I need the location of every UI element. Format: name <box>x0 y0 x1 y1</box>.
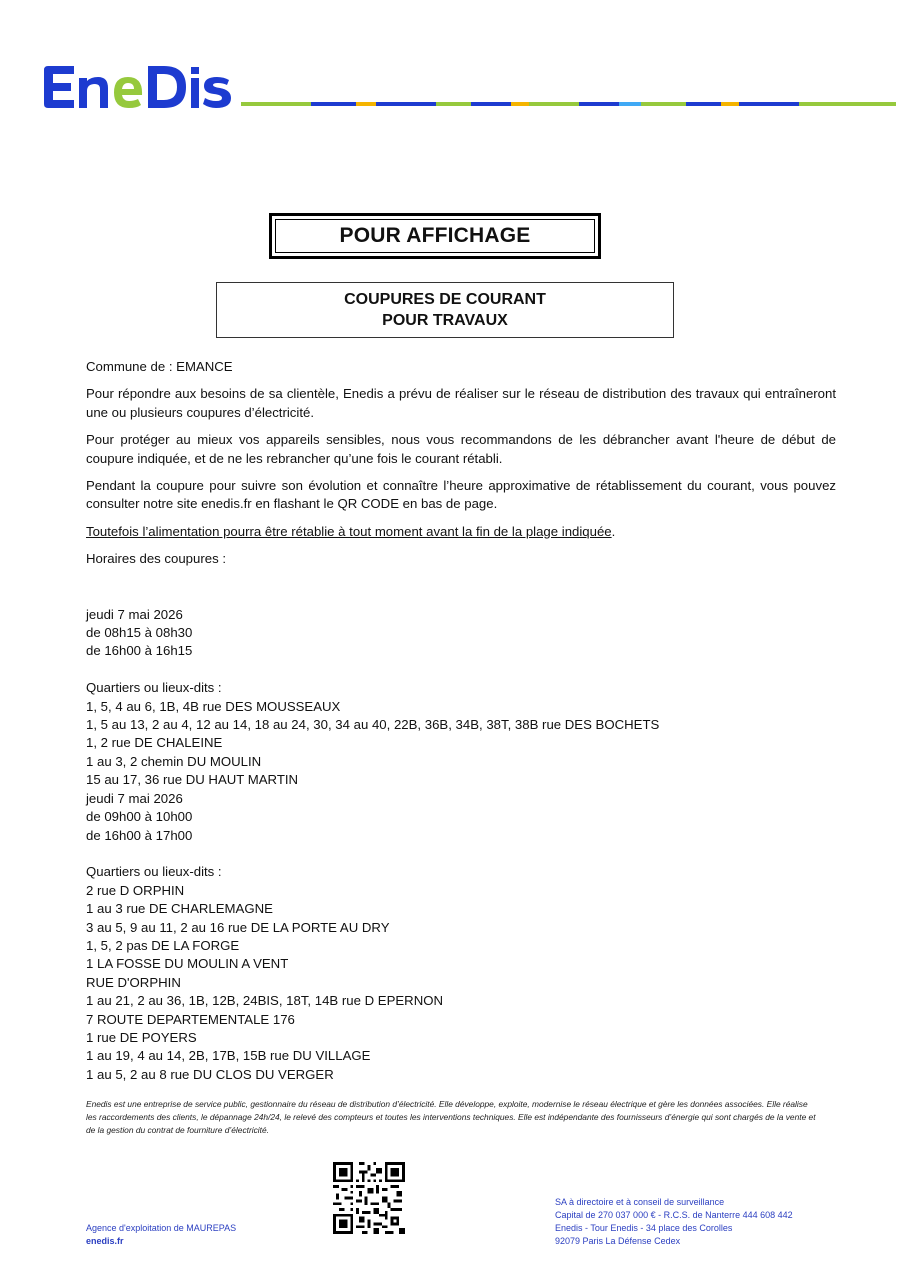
outage-date: jeudi 7 mai 2026 <box>86 790 183 806</box>
area-item: 1 au 19, 4 au 14, 2B, 17B, 15B rue DU VILLAGE <box>86 1048 371 1064</box>
area-item: 2 rue D ORPHIN <box>86 882 185 898</box>
area-item: 1, 2 rue DE CHALEINE <box>86 735 223 751</box>
paragraph-advice: Pour protéger au mieux vos appareils sensibles, nous vous recommandons de les débrancher avant l'heure de début de coupure indiquée, et de ne les rebrancher qu’une fois le courant rétabli. <box>86 432 836 466</box>
area-item: 1 au 3, 2 chemin DU MOULIN <box>86 753 262 769</box>
website-link[interactable]: enedis.fr <box>86 1236 124 1246</box>
paragraph-tracking: Pendant la coupure pour suivre son évolution et connaître l’heure approximative de rétablissement du courant, vous pouvez consulter notre site enedis.fr en flashant le QR CODE en bas de page. <box>86 478 836 512</box>
agency-info <box>86 1222 236 1248</box>
commune: Commune de : EMANCE <box>86 359 233 374</box>
company-line: 92079 Paris La Défense Cedex <box>555 1236 681 1246</box>
company-line: Enedis - Tour Enedis - 34 place des Corolles <box>555 1223 733 1233</box>
outage-date: jeudi 7 mai 2026 <box>86 606 183 622</box>
area-item: 3 au 5, 9 au 11, 2 au 16 rue DE LA PORTE AU DRY <box>86 919 390 935</box>
company-line: Capital de 270 037 000 € - R.C.S. de Nanterre 444 608 442 <box>555 1210 793 1220</box>
restoration-notice <box>86 523 836 541</box>
company-line: SA à directoire et à conseil de surveillance <box>555 1197 725 1207</box>
area-item: 1 au 5, 2 au 8 rue DU CLOS DU VERGER <box>86 1066 334 1082</box>
area-item: 1 au 21, 2 au 36, 1B, 12B, 24BIS, 18T, 14B rue D EPERNON <box>86 993 444 1009</box>
page-title: POUR AFFICHAGE <box>275 219 595 253</box>
areas-label: Quartiers ou lieux-dits : <box>86 864 222 880</box>
area-item: 1 rue DE POYERS <box>86 1029 197 1045</box>
area-item: RUE D'ORPHIN <box>86 974 181 990</box>
brand-stripe <box>241 102 896 106</box>
area-item: 1 au 3 rue DE CHARLEMAGNE <box>86 901 273 917</box>
area-item: 1 LA FOSSE DU MOULIN A VENT <box>86 956 289 972</box>
area-item: 15 au 17, 36 rue DU HAUT MARTIN <box>86 772 299 788</box>
subtitle-line-1: COUPURES DE COURANT <box>344 291 546 308</box>
agency-name: Agence d'exploitation de MAUREPAS <box>86 1223 237 1233</box>
restoration-notice-end: . <box>611 523 616 539</box>
enedis-logo <box>44 66 234 108</box>
title-box <box>269 213 601 259</box>
area-item: 1, 5, 4 au 6, 1B, 4B rue DES MOUSSEAUX <box>86 698 341 714</box>
notice-content <box>86 358 836 1084</box>
company-info <box>555 1196 793 1248</box>
outage-slot: de 16h00 à 16h15 <box>86 643 193 659</box>
outage-schedule <box>86 606 836 1085</box>
outage-slot: de 08h15 à 08h30 <box>86 625 193 641</box>
areas-label: Quartiers ou lieux-dits : <box>86 680 222 696</box>
subtitle-line-2: POUR TRAVAUX <box>382 312 508 329</box>
area-item: 1, 5 au 13, 2 au 4, 12 au 14, 18 au 24, 30, 34 au 40, 22B, 36B, 34B, 38T, 38B rue DES BOCHETS <box>86 717 660 733</box>
restoration-notice-text: Toutefois l’alimentation pourra être rétablie à tout moment avant la fin de la plage indiquée <box>86 523 612 539</box>
paragraph-intro: Pour répondre aux besoins de sa clientèle, Enedis a prévu de réaliser sur le réseau de distribution des travaux qui entraîneront une ou plusieurs coupures d’électricité. <box>86 386 836 420</box>
area-item: 7 ROUTE DEPARTEMENTALE 176 <box>86 1011 295 1027</box>
schedule-label: Horaires des coupures : <box>86 551 227 567</box>
qr-code-icon[interactable] <box>333 1162 405 1234</box>
outage-slot: de 09h00 à 10h00 <box>86 809 193 825</box>
legal-disclaimer: Enedis est une entreprise de service public, gestionnaire du réseau de distribution d’électricité. Elle développe, exploite, modernise le réseau électrique et gère les données associées. Elle réalise les raccordements des clients, le dépannage 24h/24, le relevé des compteurs et toutes les interventions techniques. Elle est indépendante des fournisseurs d’énergie qui sont chargés de la vente et de la gestion du contrat de fourniture d’électricité. <box>86 1099 816 1135</box>
outage-slot: de 16h00 à 17h00 <box>86 827 193 843</box>
area-item: 1, 5, 2 pas DE LA FORGE <box>86 937 240 953</box>
subtitle-box <box>216 282 674 338</box>
